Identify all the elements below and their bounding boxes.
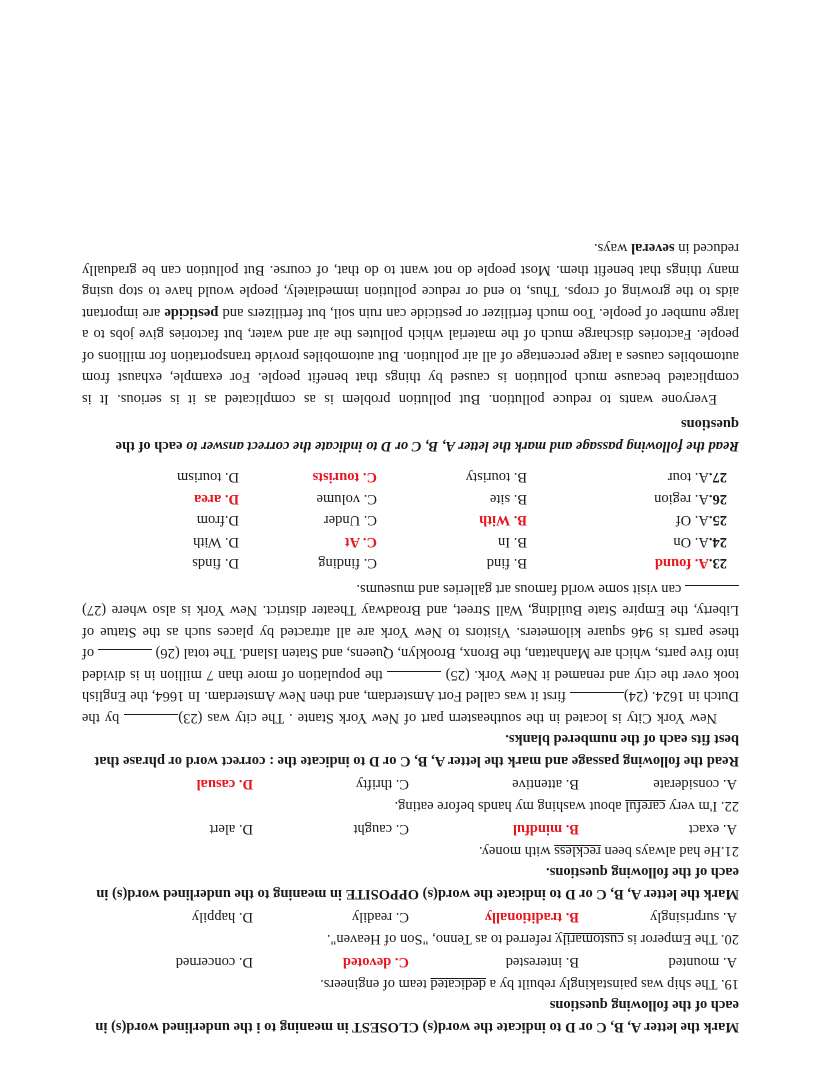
option-c[interactable]: C. volume xyxy=(316,491,377,507)
option-b-answer[interactable]: B. traditionally xyxy=(484,909,579,926)
section-closest-title: Mark the letter A, B, C or D to indicate the word(s) CLOSEST in meaning to i the underlined word(s) in each of the following questions xyxy=(95,997,739,1035)
highlighted-word-several: several xyxy=(631,240,675,257)
options-26: 26.A. region B. site C. volume D. area xyxy=(82,488,739,510)
option-c[interactable]: C. readily xyxy=(351,909,409,926)
option-b[interactable]: B. find xyxy=(486,555,527,572)
option-d[interactable]: D. concerned xyxy=(175,954,253,971)
option-d-answer[interactable]: D. area xyxy=(194,491,239,507)
options-25: 25.A. Of B. With C. Under D.from xyxy=(82,509,739,531)
option-a-answer[interactable]: A. found xyxy=(654,555,709,572)
option-d[interactable]: D. tourism xyxy=(176,469,239,486)
option-a[interactable]: A. Of xyxy=(675,512,709,529)
section-reading-title: Read the following passage and mark the letter A, B, C or D to indicate the correct answer to each of the questions xyxy=(115,416,739,454)
question-19: 19. The ship was painstakingly rebuilt by a dedicated team of engineers. xyxy=(320,976,739,992)
option-a[interactable]: A. region xyxy=(654,491,709,507)
option-d[interactable]: D. alert xyxy=(209,821,253,838)
options-24: 24.A. On B. In C. At D. With xyxy=(82,531,739,553)
question-22: 22. I'm very careful about washing my hands before eating. xyxy=(394,798,739,814)
option-a[interactable]: A. exact xyxy=(688,821,737,838)
option-c-answer[interactable]: C. tourists xyxy=(312,469,377,486)
option-c[interactable]: C. caught xyxy=(353,821,409,838)
option-b[interactable]: B. interested xyxy=(505,954,579,971)
options-21 xyxy=(82,818,739,840)
blank-24[interactable] xyxy=(570,693,624,706)
option-c-answer[interactable]: C. devoted xyxy=(342,954,409,971)
option-d-answer[interactable]: D. casual xyxy=(196,776,253,793)
options-19 xyxy=(82,951,739,973)
blank-25[interactable] xyxy=(387,671,441,684)
option-d[interactable]: D. finds xyxy=(192,555,239,572)
option-d[interactable]: D.from xyxy=(196,512,239,529)
blank-27[interactable] xyxy=(685,585,739,598)
underlined-word: reckless xyxy=(554,843,601,859)
option-b-answer[interactable]: B. With xyxy=(479,512,527,529)
document-content xyxy=(82,237,739,1037)
option-c-answer[interactable]: C. At xyxy=(344,534,377,550)
reading-passage: Everyone wants to reduce pollution. But pollution problem is as complicated as it is serious. It is complicated because much pollution is caused by things that benefit people. For example, exhaust from automobiles causes a large percentage of all air pollution. But automobiles provide transportation for millions of people. Factories discharge much of the material which pollutes the air and water, but factories give jobs to a large number of people. Too much fertilizer or pesticide can ruin soil, but fertilizers and pesticide are important aids to the growing of crops. Thus, to end or reduce pollution immediately, people would have to stop using many things that benefit them. Most people do not want to do that, of course. But pollution can be gradually reduced in several ways. xyxy=(82,240,739,407)
underlined-word: careful xyxy=(625,798,666,814)
blank-23[interactable] xyxy=(124,714,178,727)
question-20: 20. The Emperor is customarily referred to as Tenno, "Son of Heaven". xyxy=(326,931,739,947)
option-c[interactable]: C. thrifty xyxy=(355,776,409,793)
options-23: 23.A. found B. find C. finding D. finds xyxy=(82,552,739,574)
option-a[interactable]: A. tour xyxy=(667,469,709,486)
options-27: 27.A. tour B. touristy C. tourists D. tourism xyxy=(82,466,739,488)
question-21: 21.He had always been reckless with money. xyxy=(479,843,739,859)
option-c[interactable]: C. Under xyxy=(323,512,377,529)
option-b[interactable]: B. site xyxy=(489,491,527,507)
option-b-answer[interactable]: B. mindful xyxy=(512,821,579,838)
option-c[interactable]: C. finding xyxy=(318,555,377,572)
cloze-passage: New York City is located in the southeastern part of New York Stante . The city was (23) by the Dutch in 1624. (24) first it was called Fort Amsterdam, and then New Amsterdam. In 1664, the English took over the city and renamed it New York. (25) the population of more than 7 million in is divided into five parts, which are Manhattan, the Bronx, Brooklyn, Queens, and Staten Island. The total (26) of these parts is 946 square kilometers. Visitors to New York are all attracted by places such as the Statue of Liberty, the Empire State Building, Wall Street, and Broadway Theater district. New York is also where (27) can visit some world famous art galleries and museums. xyxy=(82,581,739,726)
options-20 xyxy=(82,906,739,928)
underlined-word: customarily xyxy=(555,931,624,947)
option-b[interactable]: B. touristy xyxy=(465,469,527,486)
option-b[interactable]: B. In xyxy=(498,534,527,550)
section-opposite-title: Mark the letter A, B, C or D to indicate the word(s) OPPOSITE in meaning to the underlined word(s) in each of the following questions. xyxy=(96,864,739,902)
option-a[interactable]: A. considerate xyxy=(653,776,737,793)
option-b[interactable]: B. attentive xyxy=(512,776,579,793)
option-d[interactable]: D. With xyxy=(193,534,239,550)
option-d[interactable]: D. happily xyxy=(191,909,253,926)
highlighted-word-pesticide: pesticide xyxy=(164,305,219,321)
underlined-word: dedicated xyxy=(430,976,486,992)
blank-26[interactable] xyxy=(98,650,152,663)
section-cloze-title: Read the following passage and mark the letter A, B, C or D to indicate the : correct word or phrase that best fits each of the numbered blanks. xyxy=(94,731,739,769)
option-a[interactable]: A. mounted xyxy=(668,954,737,971)
option-a[interactable]: A. surprisingly xyxy=(650,909,737,926)
options-22 xyxy=(82,773,739,795)
option-a[interactable]: A. On xyxy=(673,534,709,550)
